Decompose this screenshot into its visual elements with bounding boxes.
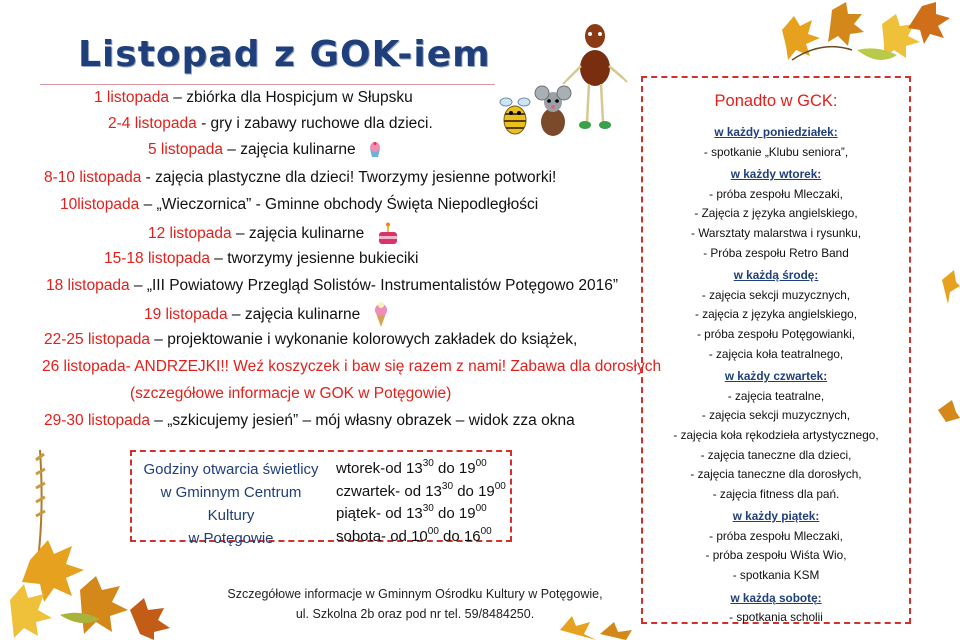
schedule-activity: - spotkanie „Klubu seniora”, [703,144,849,159]
event-line [44,168,556,188]
event-date: 19 listopada [144,306,228,324]
hours-row: piątek- od $13^{30}$ do $19^{00}$ [336,503,487,522]
schedule-day-heading: w każdy czwartek: [724,369,828,384]
schedule-activity: - Zajęcia z języka angielskiego, [694,206,858,221]
autumn-leaves-top-right-decoration [762,0,960,80]
schedule-activity: - zajęcia koła rękodzieła artystycznego, [673,427,879,442]
weekly-schedule-heading: Ponadto w GCK: [714,92,838,110]
event-date: 26 listopada [42,358,126,375]
event-text: – „Wieczornica” - Gminne obchody Święta Niepodległości [139,196,539,213]
title-divider [40,84,495,85]
event-text: – projektowanie i wykonanie kolorowych zakładek do książek, [150,331,578,348]
event-date: 8-10 listopada [44,169,142,186]
schedule-day-heading: w każdy wtorek: [730,167,822,182]
event-line [42,357,661,377]
schedule-activity: - zajęcia teatralne, [727,388,825,403]
event-text: - zajęcia plastyczne dla dzieci! Tworzymy jesienne potworki! [141,169,557,186]
event-line [104,249,418,269]
event-text: – zajęcia kulinarne [227,306,361,324]
event-text: - gry i zabawy ruchowe dla dzieci. [196,115,433,132]
opening-hours-rows [336,458,506,548]
event-line [130,384,451,404]
schedule-activity: - zajęcia koła teatralnego, [708,346,844,361]
schedule-day-heading: w każdy poniedziałek: [714,125,838,139]
event-date: 29-30 listopada [44,412,150,429]
chestnut-man-figure-icon [563,24,627,129]
event-line [94,88,413,108]
schedule-day-heading: w każdą środę: [733,268,819,283]
footer-line: Szczegółowe informacje w Gminnym Ośrodku Kultury w Potęgowie, [227,587,603,601]
opening-hours-box [130,450,512,547]
event-date: 2-4 listopada [108,115,197,132]
footer-info [200,584,630,624]
event-date: 5 listopada [148,141,223,158]
schedule-activity: - zajęcia sekcji muzycznych, [701,287,851,302]
schedule-activity: - próba zespołu Mleczaki, [709,186,843,201]
mouse-figure-icon [535,86,571,136]
hours-row: sobota- od $10^{00}$ do $16^{00}$ [336,525,492,545]
schedule-activity: - zajęcia sekcji muzycznych, [701,408,851,423]
event-text: – zbiórka dla Hospicjum w Słupsku [168,89,413,106]
ice-cream-icon [373,302,389,328]
event-line [44,330,577,350]
schedule-activity: - zajęcia z języka angielskiego, [695,307,857,322]
hours-row: czwartek- od $13^{30}$ do $19^{00}$ [336,480,506,500]
cake-icon [377,222,399,246]
schedule-activity: - próba zespołu Wiśta Wio, [705,548,847,563]
event-text: (szczegółowe informacje w GOK w Potęgowie) [130,385,452,402]
schedule-activity: - Warsztaty malarstwa i rysunku, [691,225,861,240]
event-text: – „III Powiatowy Przegląd Solistów- Instrumentalistów Potęgowo 2016” [129,277,619,294]
bee-figure-icon [500,98,530,134]
opening-hours-label-line: Godziny otwarcia świetlicy [143,461,319,478]
weekly-schedule-list [643,120,909,628]
schedule-activity: - próba zespołu Potęgowianki, [696,326,856,341]
schedule-activity: - zajęcia taneczne dla dorosłych, [690,467,862,482]
schedule-activity: - zajęcia fitness dla pań. [712,486,840,501]
opening-hours-label-line: w Gminnym Centrum Kultury [160,484,302,524]
event-line [148,222,399,246]
event-date: 18 listopada [46,277,130,294]
autumn-leaves-right-edge-decoration [912,260,960,480]
chestnut-figures-illustration [495,20,630,140]
page-title: Listopad z GOK-iem [78,34,491,75]
schedule-activity: - próba zespołu Mleczaki, [709,528,843,543]
event-line [46,276,618,296]
schedule-activity: - zajęcia taneczne dla dzieci, [700,447,852,462]
event-date: 22-25 listopada [44,331,150,348]
cupcake-icon [368,142,382,158]
hours-row: wtorek-od $13^{30}$ do $19^{00}$ [336,458,487,477]
schedule-activity: - Próba zespołu Retro Band [703,245,849,260]
event-line [44,411,575,431]
event-date: 15-18 listopada [104,250,210,267]
event-date: 12 listopada [148,225,232,243]
opening-hours-label-line: w Potęgowie [188,530,274,547]
opening-hours-label [138,458,324,550]
event-line [144,302,389,328]
event-text: – tworzymy jesienne bukieciki [210,250,419,267]
event-line [108,114,433,134]
event-date: 10listopada [60,196,140,213]
schedule-activity: - spotkania KSM [732,568,820,583]
schedule-day-heading: w każdy piątek: [732,509,820,524]
schedule-activity: - spotkania scholii [729,610,823,625]
weekly-schedule-panel [641,76,911,624]
event-line [60,195,538,215]
event-date: 1 listopada [94,89,169,106]
event-text: – zajęcia kulinarne [222,141,356,158]
footer-line: ul. Szkolna 2b oraz pod nr tel. 59/8484250. [295,607,535,621]
schedule-day-heading: w każdą sobotę: [730,590,822,605]
event-line [148,140,382,160]
event-text: – zajęcia kulinarne [231,225,365,243]
event-text: - ANDRZEJKI!! Weź koszyczek i baw się razem z nami! Zabawa dla dorosłych [125,358,662,375]
event-text: – „szkicujemy jesień” – mój własny obrazek – widok zza okna [150,412,575,429]
